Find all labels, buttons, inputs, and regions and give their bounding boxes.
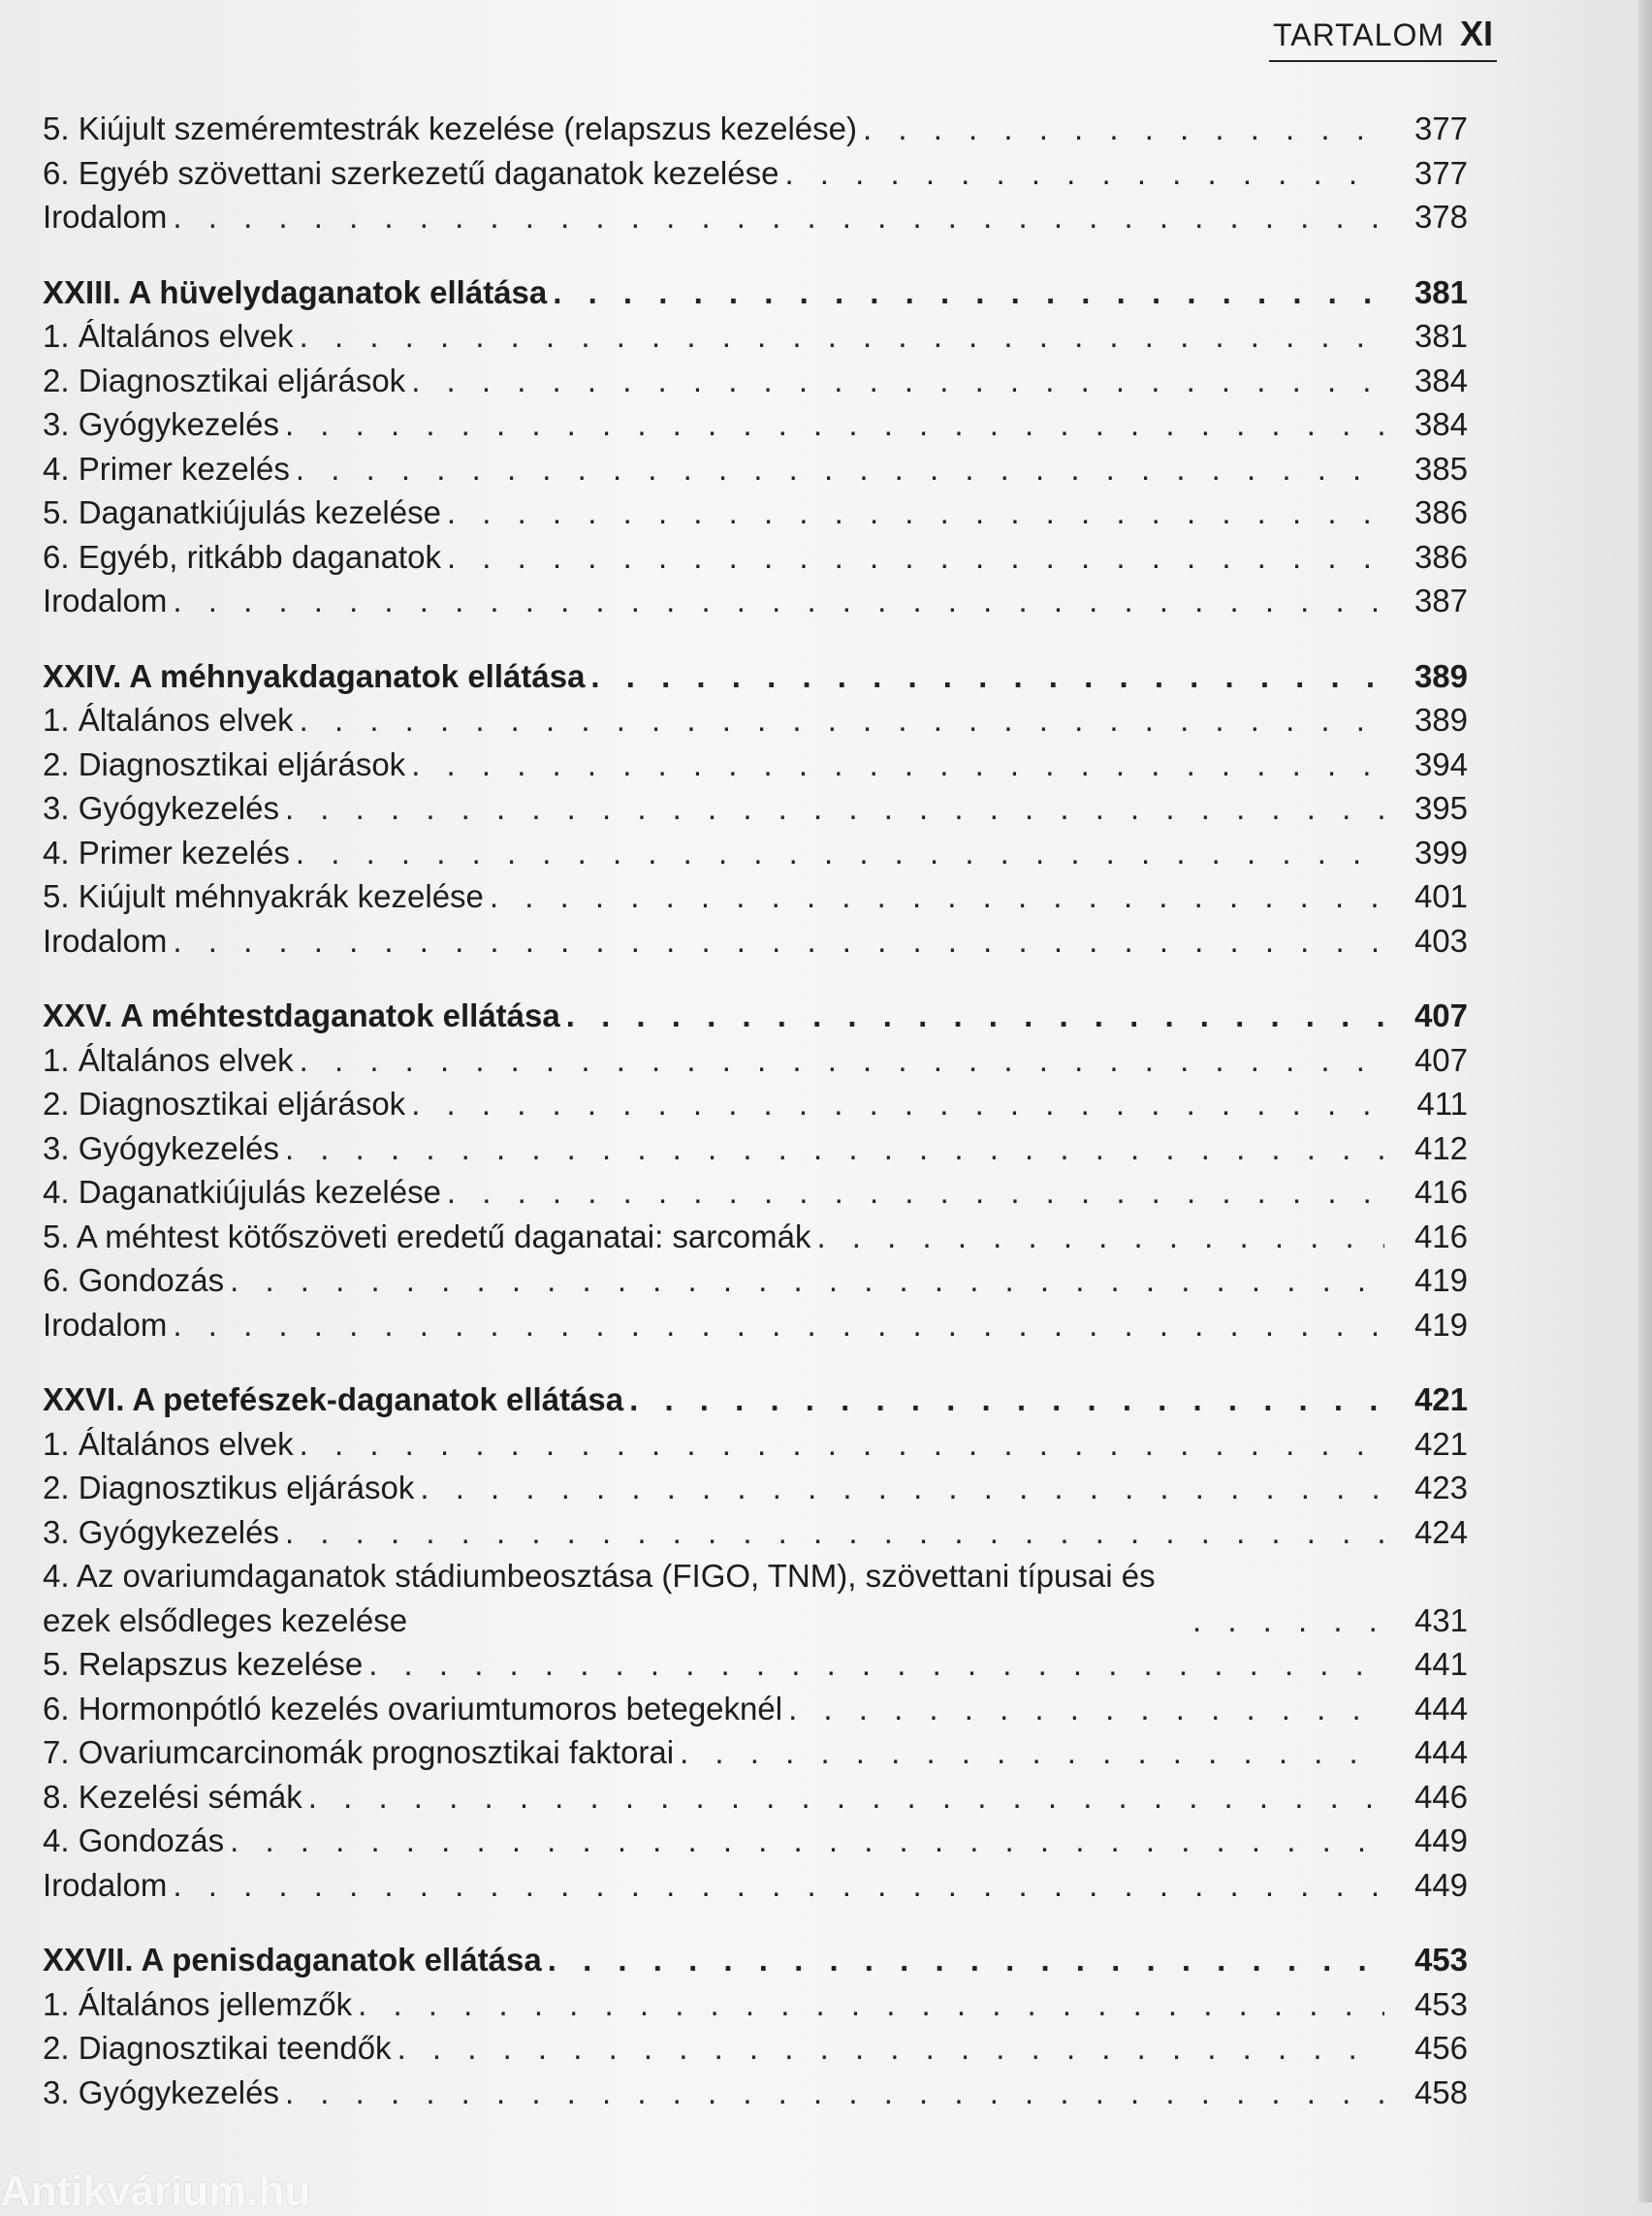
entry-title: 6. Egyéb, ritkább daganatok <box>43 538 441 575</box>
entry-title: 3. Gyógykezelés <box>43 406 279 442</box>
entry-title: 5. Daganatkiújulás kezelése <box>43 494 441 530</box>
entry-title: 6. Egyéb szövettani szerkezetű daganatok kezelése <box>43 154 779 191</box>
dot-leader <box>300 1038 1384 1083</box>
dot-leader <box>296 447 1384 491</box>
chapter-title: XXIII. A hüvelydaganatok ellátása <box>43 273 548 310</box>
dot-leader <box>447 491 1384 535</box>
toc-entry[interactable] <box>43 1775 1468 1820</box>
page-number: 444 <box>1414 1734 1468 1770</box>
page-number: 453 <box>1414 1985 1468 2022</box>
dot-leader <box>173 919 1384 964</box>
page-number: 378 <box>1414 199 1468 235</box>
toc-entry[interactable] <box>43 1819 1468 1863</box>
toc-entry[interactable] <box>43 1038 1468 1083</box>
dot-leader <box>230 1258 1384 1303</box>
toc-section <box>43 107 1468 239</box>
toc-entry[interactable] <box>43 1730 1468 1775</box>
page-number: 377 <box>1414 111 1468 146</box>
dot-leader <box>285 402 1384 447</box>
toc-entry[interactable] <box>43 831 1468 875</box>
entry-title: 8. Kezelési sémák <box>43 1778 302 1815</box>
dot-leader <box>300 1422 1384 1467</box>
page-number: 389 <box>1414 657 1468 694</box>
page-edge <box>1638 0 1652 2202</box>
dot-leader <box>358 1982 1384 2027</box>
chapter-heading[interactable] <box>43 270 1468 315</box>
dot-leader <box>300 698 1384 743</box>
page-number: 446 <box>1414 1778 1468 1815</box>
toc-entry[interactable] <box>43 1982 1468 2027</box>
entry-title: 2. Diagnosztikus eljárások <box>43 1470 415 1505</box>
entry-title: 2. Diagnosztikai eljárások <box>43 362 406 398</box>
toc-section <box>43 654 1468 964</box>
entry-title: 5. A méhtest kötőszöveti eredetű daganatai: sarcomák <box>43 1218 811 1254</box>
toc-entry[interactable] <box>43 1258 1468 1303</box>
page-number: 412 <box>1414 1129 1468 1166</box>
entry-title: 4. Primer kezelés <box>43 834 290 871</box>
page-number: 458 <box>1414 2074 1468 2110</box>
entry-title: 6. Gondozás <box>43 1262 225 1298</box>
chapter-heading[interactable] <box>43 1938 1468 1982</box>
header-page-number: XI <box>1459 14 1493 53</box>
entry-title: 3. Gyógykezelés <box>43 1129 279 1166</box>
dot-leader <box>411 359 1384 403</box>
entry-title: 5. Kiújult szeméremtestrák kezelése (relapszus kezelése) <box>43 111 858 146</box>
dot-leader <box>447 1170 1384 1215</box>
dot-leader <box>566 994 1384 1038</box>
chapter-heading[interactable] <box>43 1377 1468 1422</box>
page-number: 421 <box>1414 1425 1468 1462</box>
page-number: 411 <box>1416 1086 1468 1122</box>
entry-title: 1. Általános elvek <box>43 702 294 738</box>
toc-section <box>43 1938 1468 2114</box>
toc-entry[interactable] <box>43 195 1468 239</box>
dot-leader <box>173 579 1384 623</box>
toc-entry[interactable] <box>43 874 1468 919</box>
entry-title: 2. Diagnosztikai eljárások <box>43 1086 406 1122</box>
page-number: 421 <box>1414 1381 1468 1417</box>
page-number: 431 <box>1414 1601 1468 1638</box>
toc-entry[interactable] <box>43 447 1468 491</box>
dot-leader <box>173 1863 1384 1908</box>
dot-leader <box>590 654 1384 699</box>
toc-entry[interactable] <box>43 579 1468 623</box>
page-number: 444 <box>1414 1690 1468 1726</box>
entry-title: 6. Hormonpótló kezelés ovariumtumoros betegeknél <box>43 1690 783 1726</box>
entry-title: Irodalom <box>43 922 168 959</box>
toc-entry[interactable] <box>43 1170 1468 1215</box>
page-number: 419 <box>1414 1306 1468 1343</box>
entry-title: 1. Általános elvek <box>43 318 294 354</box>
entry-title: 5. Relapszus kezelése <box>43 1646 364 1682</box>
page-number: 416 <box>1414 1174 1468 1210</box>
toc-entry[interactable] <box>43 698 1468 743</box>
page-number: 453 <box>1414 1942 1468 1978</box>
entry-title: 4. Daganatkiújulás kezelése <box>43 1174 441 1210</box>
page-number: 441 <box>1414 1646 1468 1682</box>
dot-leader <box>629 1377 1384 1422</box>
dot-leader <box>863 107 1384 151</box>
toc-entry[interactable] <box>43 359 1468 403</box>
entry-title: 3. Gyógykezelés <box>43 790 279 826</box>
toc-entry[interactable] <box>43 151 1468 196</box>
toc-entry[interactable] <box>43 535 1468 580</box>
page-number: 381 <box>1414 318 1468 354</box>
entry-title: 2. Diagnosztikai teendők <box>43 2030 392 2066</box>
entry-title: Irodalom <box>43 199 168 235</box>
page-number: 416 <box>1414 1218 1468 1254</box>
toc-entry[interactable] <box>43 2026 1468 2071</box>
dot-leader <box>784 151 1384 196</box>
dot-leader <box>816 1215 1384 1259</box>
page-number: 395 <box>1414 790 1468 826</box>
page-number: 407 <box>1414 997 1468 1033</box>
entry-title: 1. Általános elvek <box>43 1425 294 1462</box>
table-of-contents <box>43 107 1468 2145</box>
page-number: 386 <box>1414 494 1468 530</box>
dot-leader <box>285 2071 1384 2115</box>
dot-leader <box>397 2026 1384 2071</box>
toc-entry[interactable] <box>43 1554 1468 1642</box>
dot-leader <box>308 1775 1384 1820</box>
toc-entry[interactable] <box>43 786 1468 831</box>
page-number: 399 <box>1414 834 1468 871</box>
header-label: TARTALOM <box>1273 17 1445 52</box>
dot-leader <box>788 1687 1384 1731</box>
page-number: 449 <box>1414 1822 1468 1858</box>
entry-title: 1. Általános elvek <box>43 1041 294 1078</box>
toc-section <box>43 994 1468 1346</box>
toc-entry[interactable] <box>43 919 1468 964</box>
dot-leader <box>230 1819 1384 1863</box>
entry-title: 4. Primer kezelés <box>43 450 290 487</box>
dot-leader <box>285 786 1384 831</box>
chapter-title: XXIV. A méhnyakdaganatok ellátása <box>43 657 586 694</box>
running-header <box>1269 14 1497 62</box>
toc-entry[interactable] <box>43 314 1468 359</box>
page-number: 384 <box>1414 406 1468 442</box>
entry-title: 5. Kiújult méhnyakrák kezelése <box>43 878 484 914</box>
toc-entry[interactable] <box>43 743 1468 787</box>
toc-entry[interactable] <box>43 2071 1468 2115</box>
page-number: 401 <box>1414 878 1468 914</box>
dot-leader <box>420 1466 1384 1510</box>
page-number: 424 <box>1414 1513 1468 1550</box>
toc-entry[interactable] <box>43 1687 1468 1731</box>
entry-title: 3. Gyógykezelés <box>43 1513 279 1550</box>
toc-entry[interactable] <box>43 1215 1468 1259</box>
dot-leader <box>296 831 1384 875</box>
dot-leader <box>548 1938 1384 1982</box>
page-number: 403 <box>1414 922 1468 959</box>
entry-title: 4. Gondozás <box>43 1822 225 1858</box>
toc-entry[interactable] <box>43 1422 1468 1467</box>
page-number: 389 <box>1414 702 1468 738</box>
entry-title: Irodalom <box>43 1866 168 1903</box>
page-number: 407 <box>1414 1041 1468 1078</box>
toc-entry[interactable] <box>43 1082 1468 1126</box>
dot-leader <box>368 1642 1384 1687</box>
entry-title: 2. Diagnosztikai eljárások <box>43 745 406 782</box>
dot-leader <box>447 535 1384 580</box>
dot-leader <box>490 874 1384 919</box>
chapter-title: XXV. A méhtestdaganatok ellátása <box>43 997 560 1033</box>
dot-leader <box>411 1082 1384 1126</box>
page-number: 394 <box>1414 745 1468 782</box>
toc-entry[interactable] <box>43 1126 1468 1171</box>
toc-entry[interactable] <box>43 491 1468 535</box>
dot-leader <box>1192 1599 1384 1643</box>
page-number: 419 <box>1414 1262 1468 1298</box>
page-number: 377 <box>1414 154 1468 191</box>
toc-entry[interactable] <box>43 1642 1468 1687</box>
dot-leader <box>300 314 1384 359</box>
toc-entry[interactable] <box>43 1466 1468 1510</box>
page-number: 384 <box>1414 362 1468 398</box>
entry-title: Irodalom <box>43 583 168 618</box>
toc-entry[interactable] <box>43 1510 1468 1555</box>
dot-leader <box>285 1510 1384 1555</box>
dot-leader <box>411 743 1384 787</box>
dot-leader <box>173 1303 1384 1347</box>
page-number: 423 <box>1414 1470 1468 1505</box>
toc-section <box>43 270 1468 623</box>
entry-title: 7. Ovariumcarcinomák prognosztikai faktorai <box>43 1734 675 1770</box>
page-number: 387 <box>1414 583 1468 618</box>
entry-title: 4. Az ovariumdaganatok stádiumbeosztása (FIGO, TNM), szövettani típusai és ezek elsődleges kezelése <box>43 1558 1156 1638</box>
dot-leader <box>285 1126 1384 1171</box>
toc-section <box>43 1377 1468 1907</box>
toc-entry[interactable] <box>43 107 1468 151</box>
entry-title: Irodalom <box>43 1306 168 1343</box>
dot-leader <box>553 270 1384 315</box>
chapter-title: XXVI. A petefészek-daganatok ellátása <box>43 1381 624 1417</box>
chapter-title: XXVII. A penisdaganatok ellátása <box>43 1942 542 1978</box>
watermark: Antikvárium.hu <box>0 2168 311 2215</box>
chapter-heading[interactable] <box>43 994 1468 1038</box>
page-number: 386 <box>1414 538 1468 575</box>
entry-title: 3. Gyógykezelés <box>43 2074 279 2110</box>
dot-leader <box>173 195 1384 239</box>
page-number: 456 <box>1414 2030 1468 2066</box>
entry-title: 1. Általános jellemzők <box>43 1985 353 2022</box>
dot-leader <box>680 1730 1384 1775</box>
page-number: 449 <box>1414 1866 1468 1903</box>
page-number: 385 <box>1414 450 1468 487</box>
toc-entry[interactable] <box>43 1863 1468 1908</box>
toc-entry[interactable] <box>43 1303 1468 1347</box>
page-number: 381 <box>1414 273 1468 310</box>
chapter-heading[interactable] <box>43 654 1468 699</box>
toc-entry[interactable] <box>43 402 1468 447</box>
